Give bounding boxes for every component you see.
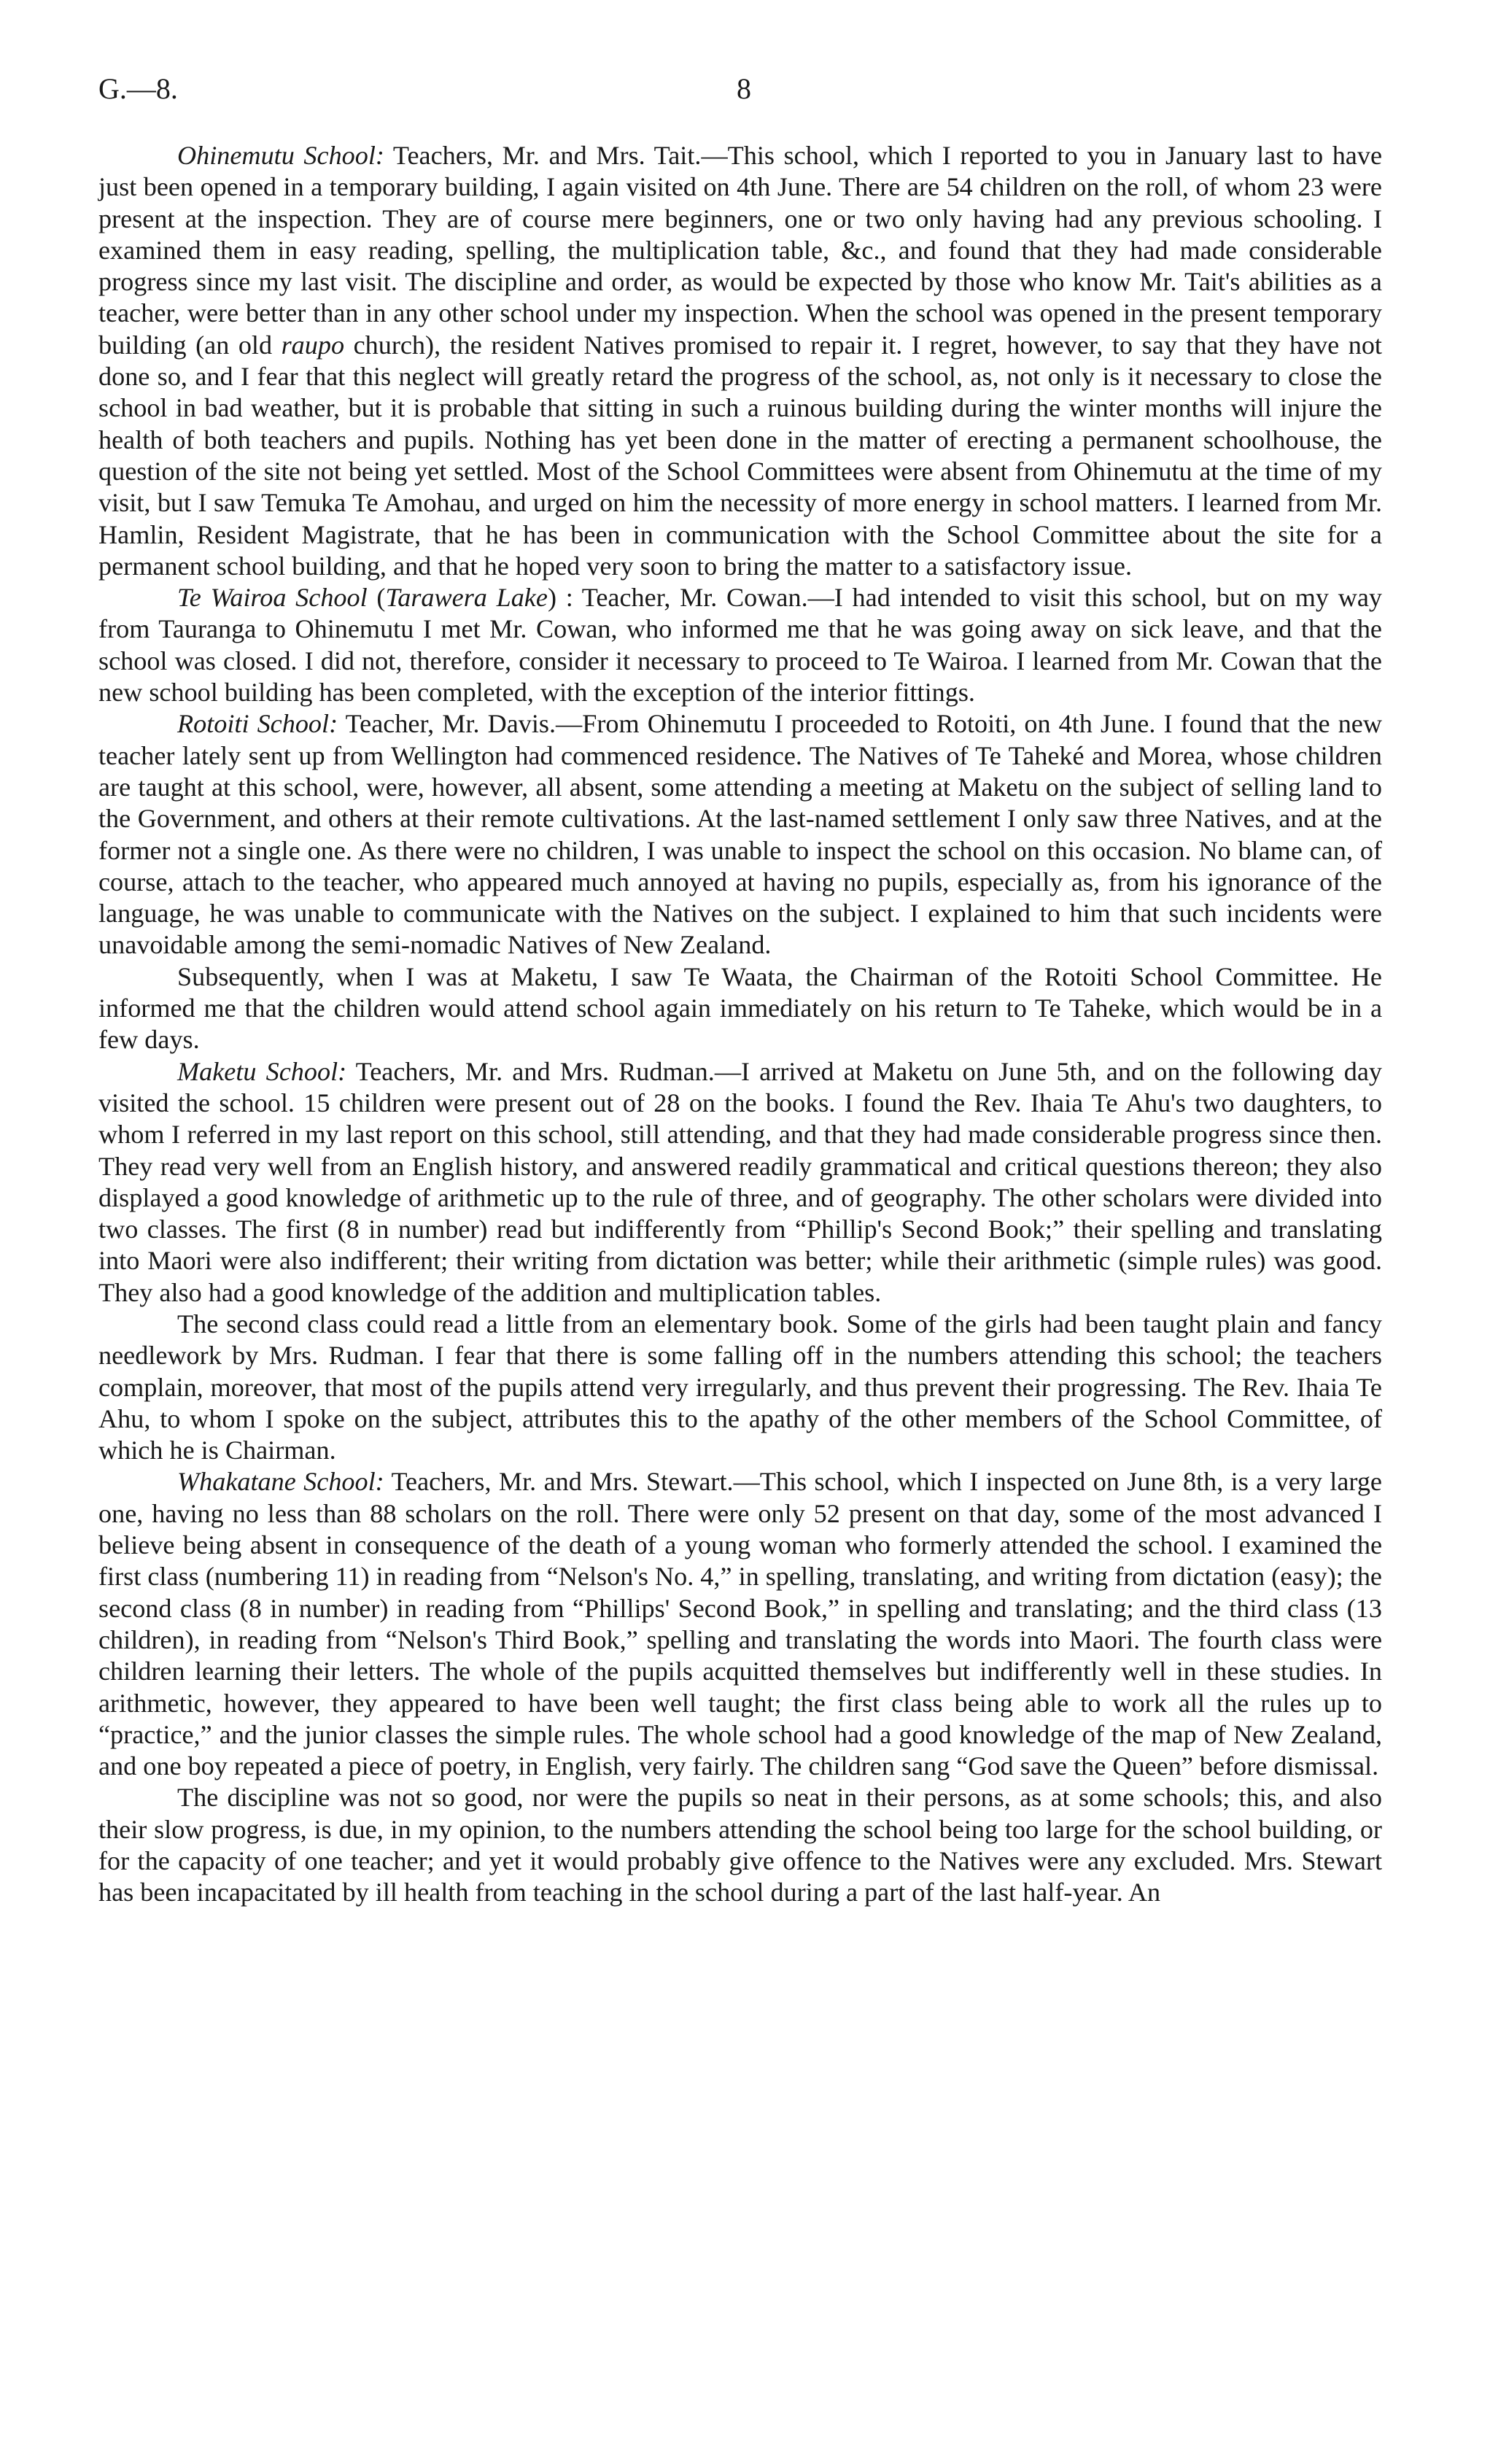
paragraph-te-wairoa-school (98, 582, 1382, 708)
section-heading: Whakatane School: (177, 1467, 384, 1497)
page-header (98, 71, 1389, 115)
body-text (98, 140, 1382, 1909)
paragraph-text: The second class could read a little from an elementary book. Some of the girls had been taught plain and fancy needlework by Mrs. Rudman. I fear that there is some falling off in the numbers attending this school; the teachers complain, moreover, that most of the pupils attend very irregularly, and thus prevent their progressing. The Rev. Ihaia Te Ahu, to whom I spoke on the subject, attributes this to the apathy of the other members of the School Committee, of which he is Chairman. (98, 1309, 1382, 1465)
page-number: 8 (737, 72, 751, 105)
paragraph-text: Subsequently, when I was at Maketu, I saw Te Waata, the Chairman of the Rotoiti School Committee. He informed me that the children would attend school again immediately on his return to Te Taheke, which would be in a few days. (98, 961, 1382, 1055)
paragraph-ohinemutu-school (98, 140, 1382, 582)
paragraph-text: Teachers, Mr. and Mrs. Tait.—This school, which I reported to you in January last to have just been opened in a temporary building, I again visited on 4th June. There are 54 children on the roll, of whom 23 were present at the inspection. They are of course mere beginners, one or two only having had any previous schooling. I examined them in easy reading, spelling, the multiplication table, &c., and found that they had made considerable progress since my last visit. The discipline and order, as would be expected by those who know Mr. Tait's abilities as a teacher, were better than in any other school under my inspection. When the school was opened in the present temporary building (an old (98, 141, 1383, 360)
paragraph-rotoiti-followup (98, 961, 1382, 1056)
paragraph-maketu-second-class (98, 1309, 1382, 1466)
paragraph-text: ) : Teacher, Mr. Cowan.—I had intended to visit this school, but on my way from Tauranga to Ohinemutu I met Mr. Cowan, who informed me that he was going away on sick leave, and that the school was closed. I did not, therefore, consider it necessary to proceed to Te Wairoa. I learned from Mr. Cowan that the new school building has been completed, with the exception of the interior fittings. (98, 583, 1382, 708)
section-heading: Ohinemutu School: (177, 141, 384, 170)
paragraph-whakatane-school (98, 1466, 1382, 1782)
section-subheading: Tarawera Lake (385, 583, 548, 613)
section-heading: Maketu School: (177, 1056, 347, 1086)
paragraph-text: Teacher, Mr. Davis.—From Ohinemutu I proceeded to Rotoiti, on 4th June. I found that the new teacher lately sent up from Wellington had commenced residence. The Natives of Te Taheké and Morea, whose children are taught at this school, were, however, all absent, some attending a meeting at Maketu on the subject of selling land to the Government, and others at their remote cultivations. At the last-named settlement I only saw three Natives, and at the former not a single one. As there were no children, I was unable to inspect the school on this occasion. No blame can, of course, attach to the teacher, who appeared much annoyed at having no pupils, especially as, from his ignorance of the language, he was unable to communicate with the Natives on the subject. I explained to him that such incidents were unavoidable among the semi-nomadic Natives of New Zealand. (98, 709, 1382, 960)
paragraph-text: Teachers, Mr. and Mrs. Rudman.—I arrived at Maketu on June 5th, and on the following day visited the school. 15 children were present out of 28 on the books. I found the Rev. Ihaia Te Ahu's two daughters, to whom I referred in my last report on this school, still attending, and that they had made considerable progress since then. They read very well from an English history, and answered readily grammatical and critical questions thereon; they also displayed a good knowledge of arithmetic up to the rule of three, and of geography. The other scholars were divided into two classes. The first (8 in number) read but indifferently from “Phillip's Second Book;” their spelling and translating into Maori were also indifferent; their writing from dictation was better; while their arithmetic (simple rules) was good. They also had a good knowledge of the addition and multiplication tables. (98, 1056, 1382, 1307)
document-reference: G.—8. (98, 72, 178, 105)
paragraph-text: ( (367, 583, 386, 613)
section-heading: Te Wairoa School (177, 583, 368, 613)
paragraph-text: The discipline was not so good, nor were the pupils so neat in their persons, as at some schools; this, and also their slow progress, is due, in my opinion, to the numbers attending the school being too large for the school building, or for the capacity of one teacher; and yet it would probably give offence to the Natives were any excluded. Mrs. Stewart has been incapacitated by ill health from teaching in the school during a part of the last half-year. An (98, 1783, 1382, 1907)
paragraph-text: Teachers, Mr. and Mrs. Stewart.—This school, which I inspected on June 8th, is a very large one, having no less than 88 scholars on the roll. There were only 52 present on that day, some of the most advanced I believe being absent in consequence of the death of a young woman who formerly attended the school. I examined the first class (numbering 11) in reading from “Nelson's No. 4,” in spelling, translating, and writing from dictation (easy); the second class (8 in number) in reading from “Phillips' Second Book,” in spelling and translating; and the third class (13 children), in reading from “Nelson's Third Book,” spelling and translating the words into Maori. The fourth class were children learning their letters. The whole of the pupils acquitted themselves but indifferently well in these studies. In arithmetic, however, they appeared to have been well taught; the first class being able to work all the rules up to “practice,” and the junior classes the simple rules. The whole school had a good knowledge of the map of New Zealand, and one boy repeated a piece of poetry, in English, very fairly. The children sang “God save the Queen” before dismissal. (98, 1467, 1382, 1781)
paragraph-text: church), the resident Natives promised to repair it. I regret, however, to say that they have not done so, and I fear that this neglect will greatly retard the progress of the school, as, not only is it necessary to close the school in bad weather, but it is probable that sitting in such a ruinous building during the winter months will injure the health of both teachers and pupils. Nothing has yet been done in the matter of erecting a permanent schoolhouse, the question of the site not being yet settled. Most of the School Committees were absent from Ohinemutu at the time of my visit, but I saw Temuka Te Amohau, and urged on him the necessity of more energy in school matters. I learned from Mr. Hamlin, Resident Magistrate, that he has been in communication with the School Committee about the site for a permanent school building, and that he hoped very soon to bring the matter to a satisfactory issue. (98, 330, 1382, 581)
paragraph-rotoiti-school (98, 708, 1382, 961)
paragraph-maketu-school (98, 1056, 1382, 1309)
section-heading: Rotoiti School: (177, 709, 338, 739)
paragraph-whakatane-discipline (98, 1782, 1382, 1908)
italic-word: raupo (281, 330, 345, 360)
